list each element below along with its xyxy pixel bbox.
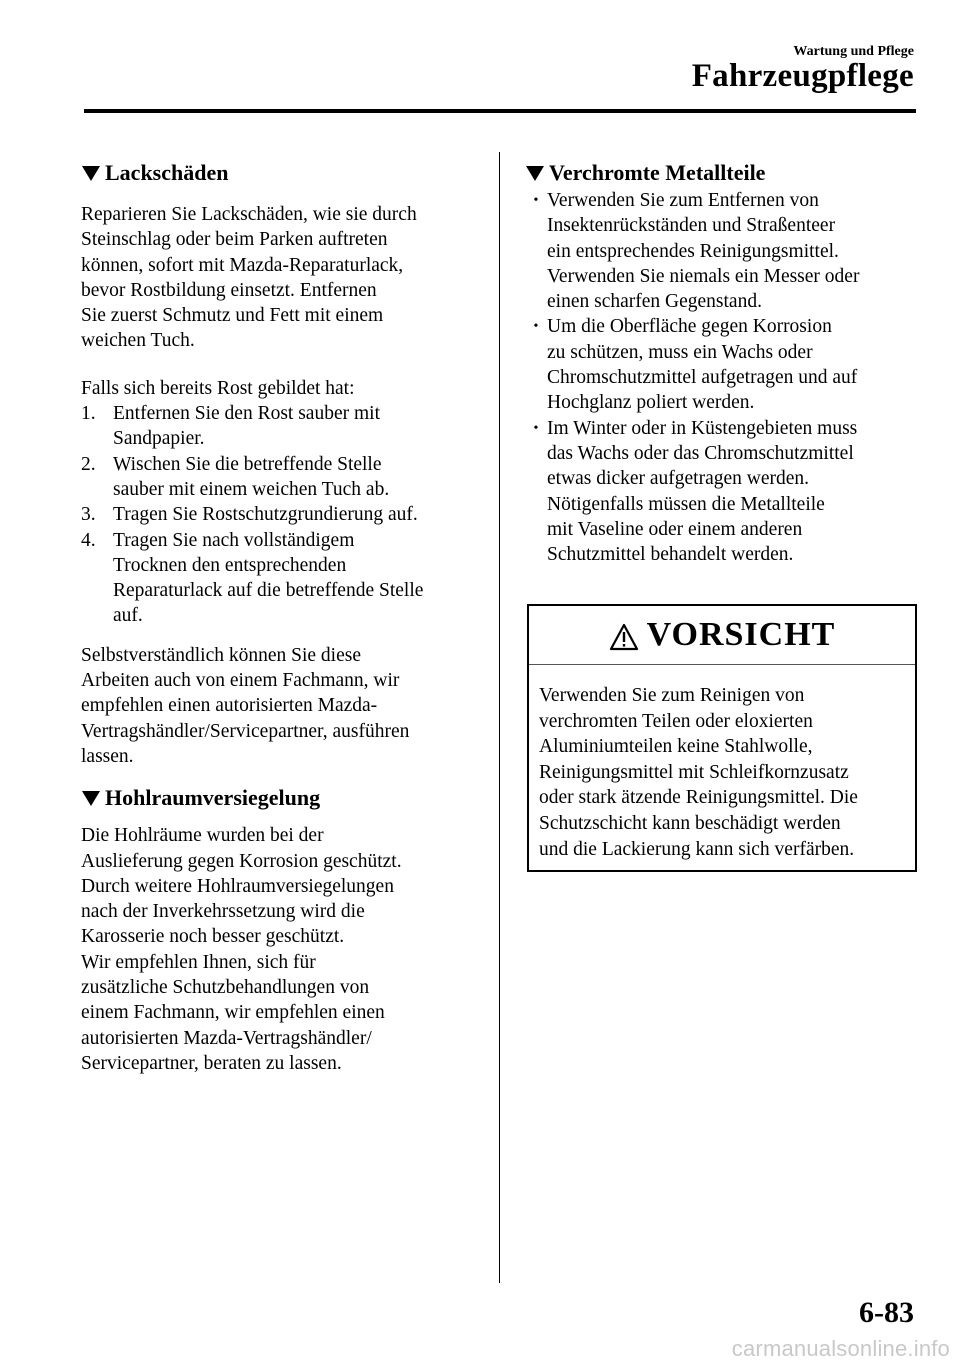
watermark-text: carmanualsonline.info [731,1336,950,1361]
left-column [81,158,481,1076]
list-item: 1. Entfernen Sie den Rost sauber mit Sandpapier. [81,403,380,450]
list-item: • Verwenden Sie zum Entfernen von Insektenrückständen und Straßenteer ein entsprechendes Reinigungsmittel. Verwenden Sie niemals ein Messer oder einen scharfen Gegenstand. [533,190,860,313]
page-title: Fahrzeugpflege [691,58,914,94]
section-heading-text: Verchromte Metallteile [549,160,766,185]
caution-body: Verwenden Sie zum Reinigen von verchromten Teilen oder eloxierten Aluminiumteilen keine Stahlwolle, Reinigungsmittel mit Schleifkornzusatz oder stark ätzende Reinigungsmittel. Die Schutzschicht kann beschädigt werden und die Lackierung kann sich verfärben. [539,685,858,860]
section-triangle-icon [525,164,545,182]
section-heading-lackschaden [81,158,481,188]
section-heading-text: Hohlraumversiegelung [105,785,321,811]
right-column [525,158,920,567]
caution-header [529,606,915,665]
paragraph-fachmann: Selbstverständlich können Sie diese Arbeiten auch von einem Fachmann, wir empfehlen einen autorisierten Mazda- Vertragshändler/Servicepartner, ausführen lassen. [81,644,410,767]
chrome-care-list [525,188,920,567]
rust-repair-steps [81,401,481,629]
paragraph-hohlraum: Die Hohlräume wurden bei der Auslieferung gegen Korrosion geschützt. Durch weitere Hohlraumversiegelungen nach der Inverkehrssetzung wird die Karosserie noch besser geschützt. Wir empfehlen Ihnen, sich für zusätzliche Schutzbehandlungen von einem Fachmann, wir empfehlen einen autorisierten Mazda-Vertragshändler/ Servicepartner, beraten zu lassen. [81,825,402,1074]
list-item: • Im Winter oder in Küstengebieten muss das Wachs oder das Chromschutzmittel etwas dicker aufgetragen werden. Nötigenfalls müssen die Metallteile mit Vaseline oder einem anderen Schutzmittel behandelt werden. [533,417,858,566]
section-triangle-icon [81,164,101,182]
section-heading-hohlraum [81,783,481,813]
section-heading-chrom [525,158,920,188]
header-section-label: Wartung und Pflege [793,44,914,59]
caution-title: VORSICHT [646,616,836,653]
list-item: 2. Wischen Sie die betreffende Stelle sauber mit einem weichen Tuch ab. [81,453,390,500]
page-number: 6-83 [859,1296,914,1329]
list-item: 4. Tragen Sie nach vollständigem Trocknen den entsprechenden Reparaturlack auf die betreffende Stelle auf. [81,529,424,627]
list-item: 3. Tragen Sie Rostschutzgrundierung auf. [81,504,418,526]
warning-triangle-icon [609,623,639,651]
column-divider [499,152,500,1283]
section-triangle-icon [81,789,101,807]
caution-box [527,604,917,872]
header-rule [84,109,916,113]
paragraph-rust-note: Falls sich bereits Rost gebildet hat: [81,377,355,399]
section-heading-text: Lackschäden [105,160,229,185]
list-item: • Um die Oberfläche gegen Korrosion zu schützen, muss ein Wachs oder Chromschutzmittel aufgetragen und auf Hochglanz poliert werden. [533,316,858,414]
paragraph-lackschaden-intro: Reparieren Sie Lackschäden, wie sie durch Steinschlag oder beim Parken auftreten können, sofort mit Mazda-Reparaturlack, bevor Rostbildung einsetzt. Entfernen Sie zuerst Schmutz und Fett mit einem weichen Tuch. [81,204,417,352]
